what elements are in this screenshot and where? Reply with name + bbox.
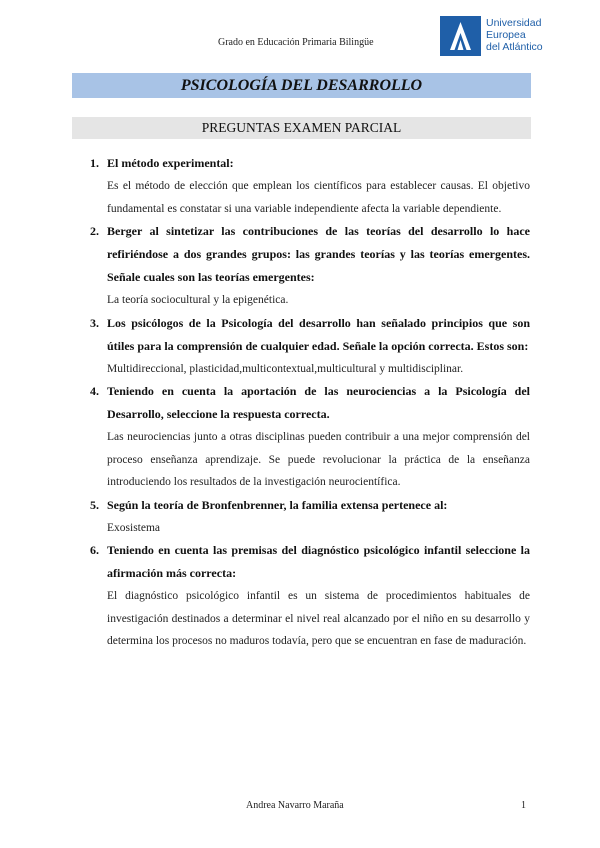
question-number: 5. (90, 497, 99, 512)
answer-text: Es el método de elección que emplean los científicos para establecer causas. El objetivo fundamental es constatar si una variable independiente afecta la variable dependiente. (107, 180, 530, 215)
question-item (80, 152, 530, 220)
logo-line-3: del Atlántico (486, 41, 543, 53)
question-text: Berger al sintetizar las contribuciones de las teorías del desarrollo lo hace refiriéndose a dos grandes grupos: las grandes teorías y las teorías emergentes. Señale cuales son las teorías emergentes: (107, 224, 530, 284)
question-item (80, 494, 530, 540)
question-number: 4. (90, 384, 99, 398)
university-logo (440, 16, 570, 56)
question-text: Según la teoría de Bronfenbrenner, la familia extensa pertenece al: (107, 497, 448, 512)
header-course: Grado en Educación Primaria Bilingüe (218, 37, 374, 48)
question-number: 3. (90, 315, 99, 330)
footer-author: Andrea Navarro Maraña (246, 800, 344, 811)
question-text: Los psicólogos de la Psicología del desarrollo han señalado principios que son útiles para la comprensión de cualquier edad. Señale la opción correcta. Estos son: (107, 315, 530, 353)
question-item (80, 220, 530, 312)
question-item (80, 312, 530, 381)
university-logo-text (486, 17, 543, 53)
document-subtitle: PREGUNTAS EXAMEN PARCIAL (72, 117, 531, 139)
answer-text: El diagnóstico psicológico infantil es un sistema de procedimientos habituales de investigación destinados a determinar el nivel real alcanzado por el niño en su desarrollo y determina los procesos no maduros todavía, pero que se encuentran en fase de maduración. (107, 590, 530, 647)
question-text: Teniendo en cuenta las premisas del diagnóstico psicológico infantil seleccione la afirmación más correcta: (107, 543, 530, 580)
university-logo-icon (440, 16, 481, 56)
answer-text: Multidireccional, plasticidad,multicontextual,multicultural y multidisciplinar. (107, 362, 464, 375)
logo-line-2: Europea (486, 29, 526, 41)
question-number: 1. (90, 156, 99, 170)
question-item (80, 539, 530, 653)
answer-text: La teoría sociocultural y la epigenética. (107, 294, 289, 306)
answer-text: Exosistema (107, 521, 161, 534)
question-item (80, 380, 530, 494)
question-text: Teniendo en cuenta la aportación de las neurociencias a la Psicología del Desarrollo, seleccione la respuesta correcta. (107, 384, 530, 421)
question-text: El método experimental: (107, 156, 234, 170)
logo-line-1: Universidad (486, 17, 542, 29)
page-number: 1 (521, 800, 526, 811)
document-title: PSICOLOGÍA DEL DESARROLLO (72, 73, 531, 98)
question-number: 2. (90, 224, 99, 238)
answer-text: Las neurociencias junto a otras disciplinas pueden contribuir a una mejor comprensión del proceso enseñanza aprendizaje. Se puede revolucionar la práctica de la enseñanza introduciendo los resultados de la investigación neurocientífica. (107, 431, 530, 488)
question-number: 6. (90, 543, 99, 557)
question-list (80, 152, 530, 653)
